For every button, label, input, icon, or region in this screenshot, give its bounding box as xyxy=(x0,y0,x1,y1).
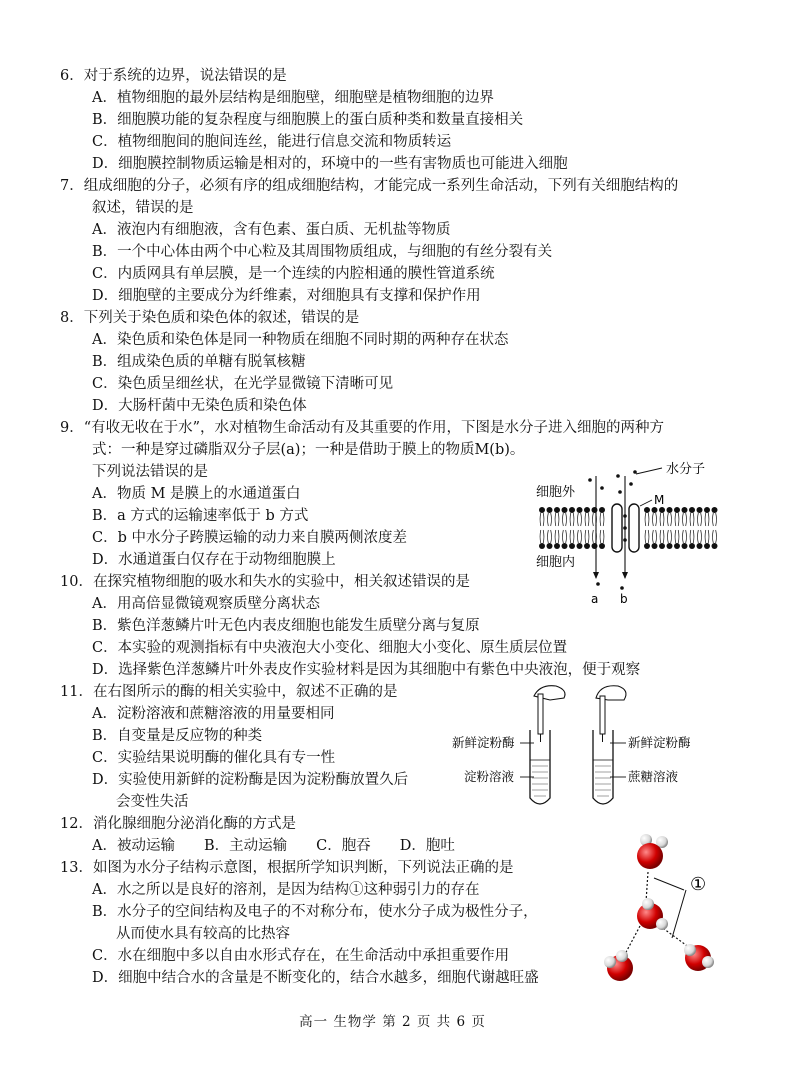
question-6-option-a: A．植物细胞的最外层结构是细胞壁，细胞壁是植物细胞的边界 xyxy=(92,90,494,106)
lipid-tail xyxy=(548,513,552,526)
question-11-option-d: D．实验使用新鲜的淀粉酶是因为淀粉酶放置久后 xyxy=(92,772,409,788)
question-7-stem-cont: 叙述，错误的是 xyxy=(92,200,194,216)
lipid-head xyxy=(577,507,583,513)
question-13-stem: 13．如图为水分子结构示意图，根据所学知识判断，下列说法正确的是 xyxy=(60,860,514,876)
lipid-tail xyxy=(645,530,649,543)
lipid-head xyxy=(554,543,560,549)
lipid-head xyxy=(599,543,605,549)
question-7-stem: 7．组成细胞的分子，必须有序的组成细胞结构，才能完成一系列生命活动，下列有关细胞结构的 xyxy=(60,178,679,194)
dropper-right xyxy=(596,686,626,742)
hydrogen-atom xyxy=(702,956,714,968)
hydrogen-atom xyxy=(604,956,616,968)
enzyme-test-tubes-figure xyxy=(450,680,740,810)
lipid-head xyxy=(644,543,650,549)
lipid-head xyxy=(674,543,680,549)
question-6-stem: 6．对于系统的边界，说法错误的是 xyxy=(60,68,287,84)
lipid-head xyxy=(682,543,688,549)
lipid-tail xyxy=(698,513,702,526)
lipid-head xyxy=(712,507,718,513)
label-outside-cell: 细胞外 xyxy=(536,485,576,500)
page-footer: 高一 生物学 第 2 页 共 6 页 xyxy=(299,1014,486,1030)
question-11-option-a: A．淀粉溶液和蔗糖溶液的用量要相同 xyxy=(92,706,335,722)
question-13-option-a: A．水之所以是良好的溶剂，是因为结构①这种弱引力的存在 xyxy=(92,882,480,898)
lipid-head xyxy=(562,507,568,513)
lipid-tail xyxy=(698,530,702,543)
question-10-stem: 10．在探究植物细胞的吸水和失水的实验中，相关叙述错误的是 xyxy=(60,574,470,590)
question-10-option-b: B．紫色洋葱鳞片叶无色内表皮细胞也能发生质壁分离与复原 xyxy=(92,618,480,634)
question-9-option-b: B．a 方式的运输速率低于 b 方式 xyxy=(92,508,309,524)
lipid-tail xyxy=(600,513,604,526)
lipid-head xyxy=(659,543,665,549)
question-9-stem-cont-2: 下列说法错误的是 xyxy=(92,464,208,480)
hydrogen-atom xyxy=(656,918,668,930)
lipid-tail xyxy=(690,513,694,526)
lipid-tail xyxy=(653,513,657,526)
question-12-options: A．被动运输 B．主动运输 C．胞吞 D．胞吐 xyxy=(92,838,455,854)
lipid-head xyxy=(592,507,598,513)
lipid-head xyxy=(584,507,590,513)
label-enzyme-left: 新鲜淀粉酶 xyxy=(452,735,515,750)
water-channel-figure xyxy=(530,458,730,608)
lipid-head xyxy=(667,543,673,549)
lipid-head xyxy=(659,507,665,513)
lipid-head xyxy=(704,507,710,513)
label-m: M xyxy=(654,493,665,507)
lipid-tail xyxy=(555,513,559,526)
question-9-stem-cont: 式：一种是穿过磷脂双分子层(a)；一种是借助于膜上的物质M(b)。 xyxy=(92,442,525,458)
question-8-stem: 8．下列关于染色质和染色体的叙述，错误的是 xyxy=(60,310,360,326)
lipid-head xyxy=(652,543,658,549)
lipid-tail xyxy=(540,530,544,543)
question-13-option-b-cont: 从而使水具有较高的比热容 xyxy=(116,926,290,942)
question-9-option-d: D．水通道蛋白仅存在于动物细胞膜上 xyxy=(92,552,336,568)
lipid-head xyxy=(712,543,718,549)
question-9-stem: 9．“有收无收在于水”，水对植物生命活动有及其重要的作用，下图是水分子进入细胞的两种方 xyxy=(60,420,665,436)
question-11-option-d-cont: 会变性失活 xyxy=(116,794,189,810)
lipid-tail xyxy=(660,530,664,543)
lipid-tail xyxy=(668,513,672,526)
lipid-tail xyxy=(585,513,589,526)
question-8-option-b: B．组成染色质的单糖有脱氧核糖 xyxy=(92,354,306,370)
lipid-tail xyxy=(675,513,679,526)
label-a: a xyxy=(591,592,599,606)
hydrogen-atom xyxy=(684,944,696,956)
lipid-tail xyxy=(675,530,679,543)
channel-protein-left xyxy=(612,504,622,552)
lipid-tail xyxy=(705,513,709,526)
question-6-option-c: C．植物细胞间的胞间连丝，能进行信息交流和物质转运 xyxy=(92,134,452,150)
lipid-tail xyxy=(653,530,657,543)
lipid-tail xyxy=(570,530,574,543)
lipid-tail xyxy=(683,513,687,526)
lipid-head xyxy=(697,507,703,513)
lipid-tail xyxy=(563,530,567,543)
water-molecule-figure xyxy=(590,828,730,998)
lipid-tail xyxy=(600,530,604,543)
lipid-tail xyxy=(645,513,649,526)
question-8-option-d: D．大肠杆菌中无染色质和染色体 xyxy=(92,398,307,414)
question-7-option-c: C．内质网具有单层膜，是一个连续的内腔相通的膜性管道系统 xyxy=(92,266,495,282)
lipid-tail xyxy=(713,513,717,526)
question-13-option-d: D．细胞中结合水的含量是不断变化的，结合水越多，细胞代谢越旺盛 xyxy=(92,970,539,986)
question-10-option-a: A．用高倍显微镜观察质壁分离状态 xyxy=(92,596,320,612)
solution-right xyxy=(595,766,611,796)
lipid-head xyxy=(704,543,710,549)
question-6-option-b: B．细胞膜功能的复杂程度与细胞膜上的蛋白质种类和数量直接相关 xyxy=(92,112,524,128)
question-9-option-a: A．物质 M 是膜上的水通道蛋白 xyxy=(92,486,301,502)
lipid-head xyxy=(689,543,695,549)
lipid-head xyxy=(644,507,650,513)
question-7-option-a: A．液泡内有细胞液，含有色素、蛋白质、无机盐等物质 xyxy=(92,222,451,238)
hydrogen-atom xyxy=(616,950,628,962)
lipid-head xyxy=(674,507,680,513)
lipid-head xyxy=(682,507,688,513)
question-8-option-c: C．染色质呈细丝状，在光学显微镜下清晰可见 xyxy=(92,376,394,392)
lipid-head xyxy=(547,543,553,549)
lipid-tail xyxy=(540,513,544,526)
lipid-head xyxy=(569,507,575,513)
label-b: b xyxy=(620,592,628,606)
question-10-option-d: D．选择紫色洋葱鳞片叶外表皮作实验材料是因为其细胞中有紫色中央液泡，便于观察 xyxy=(92,662,641,678)
question-11-option-b: B．自变量是反应物的种类 xyxy=(92,728,263,744)
question-6-option-d: D．细胞膜控制物质运输是相对的，环境中的一些有害物质也可能进入细胞 xyxy=(92,156,568,172)
oxygen-atom xyxy=(637,843,663,869)
question-10-option-c: C．本实验的观测指标有中央液泡大小变化、细胞大小变化、原生质层位置 xyxy=(92,640,568,656)
lipid-head xyxy=(577,543,583,549)
solution-left xyxy=(532,766,548,796)
lipid-tail xyxy=(585,530,589,543)
label-inside-cell: 细胞内 xyxy=(536,555,576,570)
question-9-option-c: C．b 中水分子跨膜运输的动力来自膜两侧浓度差 xyxy=(92,530,407,546)
lipid-tail xyxy=(563,513,567,526)
label-solution-left: 淀粉溶液 xyxy=(464,769,515,784)
question-11-option-c: C．实验结果说明酶的催化具有专一性 xyxy=(92,750,336,766)
lipid-tail xyxy=(578,513,582,526)
lipid-tail xyxy=(555,530,559,543)
phospholipid-bilayer xyxy=(539,507,718,549)
lipid-head xyxy=(554,507,560,513)
lipid-tail xyxy=(705,530,709,543)
lipid-head xyxy=(689,507,695,513)
label-structure-1: ① xyxy=(690,874,707,895)
question-13-option-c: C．水在细胞中多以自由水形式存在，在生命活动中承担重要作用 xyxy=(92,948,510,964)
question-11-stem: 11．在右图所示的酶的相关实验中，叙述不正确的是 xyxy=(60,684,398,700)
label-water-molecule: 水分子 xyxy=(666,462,706,477)
lipid-tail xyxy=(548,530,552,543)
lipid-head xyxy=(592,543,598,549)
question-7-option-b: B．一个中心体由两个中心粒及其周围物质组成，与细胞的有丝分裂有关 xyxy=(92,244,553,260)
lipid-head xyxy=(569,543,575,549)
lipid-head xyxy=(539,507,545,513)
lipid-tail xyxy=(690,530,694,543)
lipid-tail xyxy=(713,530,717,543)
lipid-tail xyxy=(660,513,664,526)
lipid-tail xyxy=(570,513,574,526)
question-7-option-d: D．细胞壁的主要成分为纤维素，对细胞具有支撑和保护作用 xyxy=(92,288,481,304)
lipid-head xyxy=(697,543,703,549)
lipid-head xyxy=(667,507,673,513)
lipid-head xyxy=(599,507,605,513)
lipid-head xyxy=(562,543,568,549)
lipid-tail xyxy=(683,530,687,543)
channel-protein-right xyxy=(629,504,639,552)
lipid-head xyxy=(539,543,545,549)
hydrogen-atom xyxy=(642,898,654,910)
lipid-tail xyxy=(668,530,672,543)
label-enzyme-right: 新鲜淀粉酶 xyxy=(628,735,691,750)
label-solution-right: 蔗糖溶液 xyxy=(628,769,679,784)
lipid-head xyxy=(584,543,590,549)
question-12-stem: 12．消化腺细胞分泌消化酶的方式是 xyxy=(60,816,296,832)
question-13-option-b: B．水分子的空间结构及电子的不对称分布，使水分子成为极性分子， xyxy=(92,904,538,920)
lipid-tail xyxy=(578,530,582,543)
question-8-option-a: A．染色质和染色体是同一种物质在细胞不同时期的两种存在状态 xyxy=(92,332,509,348)
lipid-head xyxy=(652,507,658,513)
lipid-head xyxy=(547,507,553,513)
